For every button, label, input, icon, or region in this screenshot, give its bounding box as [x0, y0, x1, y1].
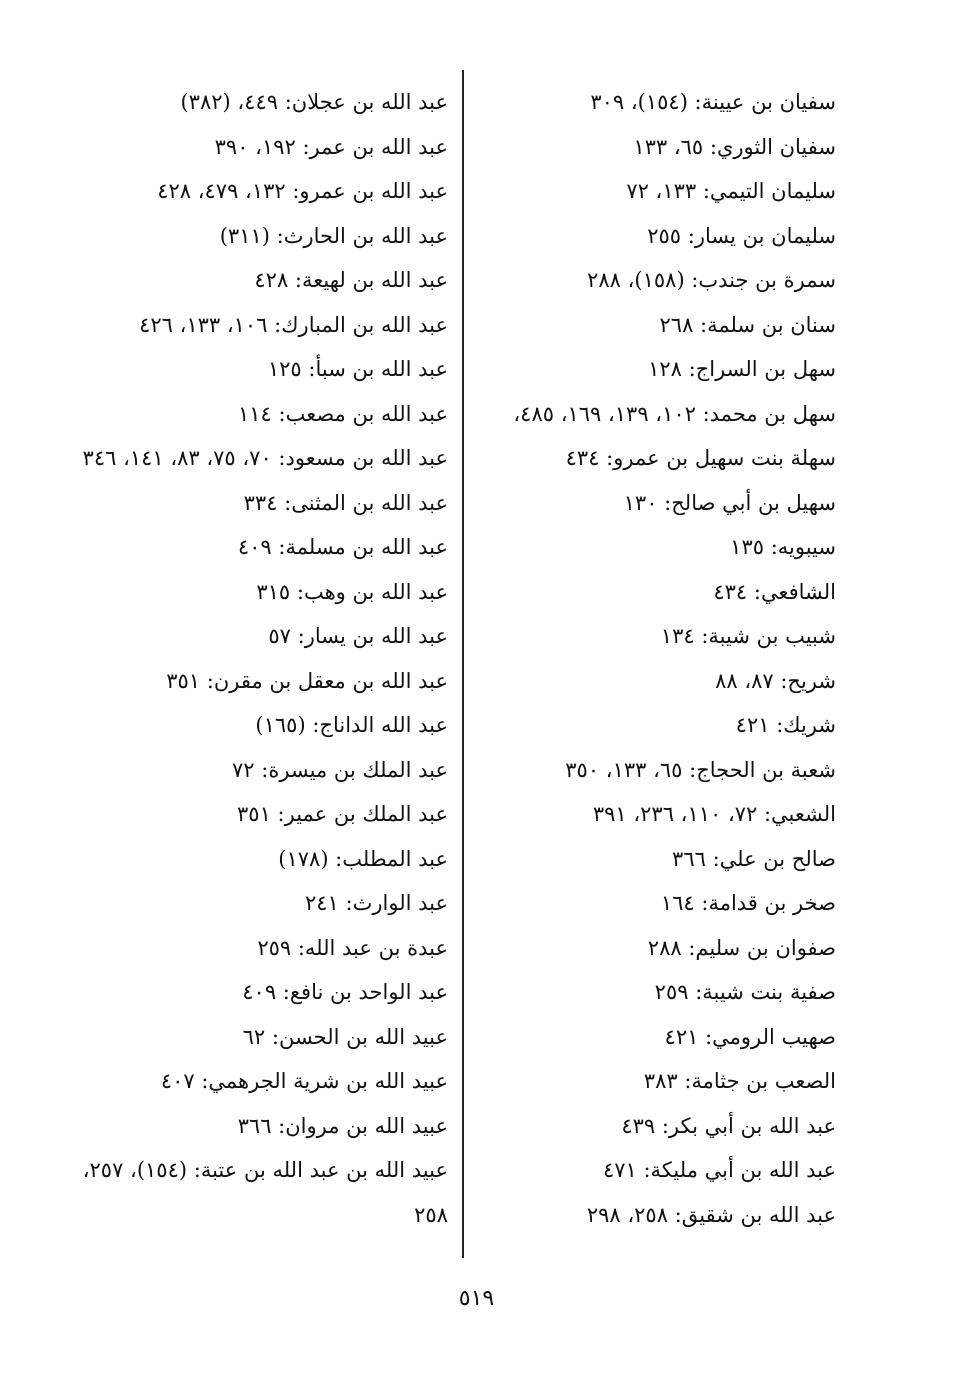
- index-entry: عبد الله بن معقل بن مقرن: ٣٥١: [166, 668, 448, 693]
- index-entry: عبد الله الداناج: (١٦٥): [255, 713, 448, 737]
- index-entry: عبد المطلب: (١٧٨): [278, 846, 448, 871]
- index-entry: شبيب بن شيبة: ١٣٤: [660, 624, 836, 648]
- index-entry: عبد الله بن الحارث: (٣١١): [219, 223, 448, 248]
- index-entry: عبد الله بن سبأ: ١٢٥: [267, 357, 448, 381]
- index-entry: عبد الله بن مسعود: ٧٠، ٧٥، ٨٣، ١٤١، ٣٤٦: [82, 446, 448, 470]
- index-entry: عبد الله بن المثنى: ٣٣٤: [243, 490, 448, 515]
- index-entry: عبد الله بن يسار: ٥٧: [268, 624, 448, 648]
- index-entry: عبيد الله بن عبد الله بن عتبة: (١٥٤)، ٢٥٧، ٢٥٨: [82, 1158, 448, 1227]
- index-entry: شريح: ٨٧، ٨٨: [715, 668, 836, 693]
- index-entry: عبد الله بن المبارك: ١٠٦، ١٣٣، ٤٢٦: [139, 312, 448, 337]
- index-entry: عبد الله بن أبي بكر: ٤٣٩: [621, 1113, 836, 1138]
- index-entry: عبد الملك بن عمير: ٣٥١: [237, 802, 448, 826]
- index-entry: عبد الله بن عمر: ١٩٢، ٣٩٠: [214, 134, 448, 159]
- index-entry: عبد الله بن عمرو: ١٣٢، ٤٧٩، ٤٢٨: [157, 179, 448, 203]
- index-entry: عبيد الله بن الحسن: ٦٢: [242, 1024, 448, 1049]
- index-entry: سهل بن محمد: ١٠٢، ١٣٩، ١٦٩، ٤٨٥،: [513, 401, 836, 426]
- index-entry: عبيد الله بن شرية الجرهمي: ٤٠٧: [160, 1069, 448, 1093]
- index-entry: عبد الله بن لهيعة: ٤٢٨: [254, 268, 448, 292]
- index-entry: الشعبي: ٧٢، ١١٠، ٢٣٦، ٣٩١: [592, 802, 836, 826]
- index-entry: عبد الله بن مصعب: ١١٤: [238, 401, 448, 426]
- index-entry: عبد الله بن وهب: ٣١٥: [256, 579, 448, 604]
- column-divider: [462, 70, 464, 1258]
- index-entry: عبيد الله بن مروان: ٣٦٦: [237, 1113, 448, 1138]
- index-entry: سيبويه: ١٣٥: [730, 535, 836, 559]
- index-entry: عبد الواحد بن نافع: ٤٠٩: [242, 980, 448, 1004]
- index-entry: سهيل بن أبي صالح: ١٣٠: [623, 490, 836, 515]
- index-entry: سمرة بن جندب: (١٥٨)، ٢٨٨: [587, 268, 836, 292]
- index-entry: عبد الله بن مسلمة: ٤٠٩: [237, 535, 448, 559]
- index-entry: شريك: ٤٢١: [735, 713, 836, 737]
- index-entry: سنان بن سلمة: ٢٦٨: [659, 312, 836, 337]
- index-entry: سهل بن السراج: ١٢٨: [648, 357, 836, 381]
- index-entry: الشافعي: ٤٣٤: [713, 579, 836, 604]
- index-entry: صهيب الرومي: ٤٢١: [664, 1024, 836, 1049]
- index-entry: سليمان بن يسار: ٢٥٥: [647, 223, 836, 248]
- index-column-right: [478, 80, 836, 1237]
- index-entry: الصعب بن جثامة: ٣٨٣: [643, 1069, 836, 1093]
- index-entry: صفوان بن سليم: ٢٨٨: [647, 935, 836, 960]
- index-entry: عبد الله بن أبي مليكة: ٤٧١: [602, 1158, 836, 1182]
- index-entry: سليمان التيمي: ١٣٣، ٧٢: [626, 179, 836, 203]
- index-entry: سفيان بن عيينة: (١٥٤)، ٣٠٩: [590, 90, 836, 114]
- index-entry: عبد الملك بن ميسرة: ٧٢: [232, 757, 448, 782]
- index-entry: عبدة بن عبد الله: ٢٥٩: [257, 935, 448, 960]
- index-entry: عبد الله بن شقيق: ٢٥٨، ٢٩٨: [586, 1202, 836, 1227]
- index-entry: صفية بنت شيبة: ٢٥٩: [654, 980, 836, 1004]
- index-entry: صالح بن علي: ٣٦٦: [672, 846, 836, 871]
- index-entry: سفيان الثوري: ٦٥، ١٣٣: [633, 134, 836, 159]
- index-entry: عبد الوارث: ٢٤١: [305, 891, 448, 915]
- page-number: ٥١٩: [458, 1286, 495, 1311]
- index-entry: صخر بن قدامة: ١٦٤: [660, 891, 836, 915]
- index-entry: عبد الله بن عجلان: ٤٤٩، (٣٨٢): [180, 90, 448, 114]
- index-entry: شعبة بن الحجاج: ٦٥، ١٣٣، ٣٥٠: [565, 757, 836, 782]
- index-entry: سهلة بنت سهيل بن عمرو: ٤٣٤: [565, 446, 836, 470]
- index-column-left: [80, 80, 448, 1237]
